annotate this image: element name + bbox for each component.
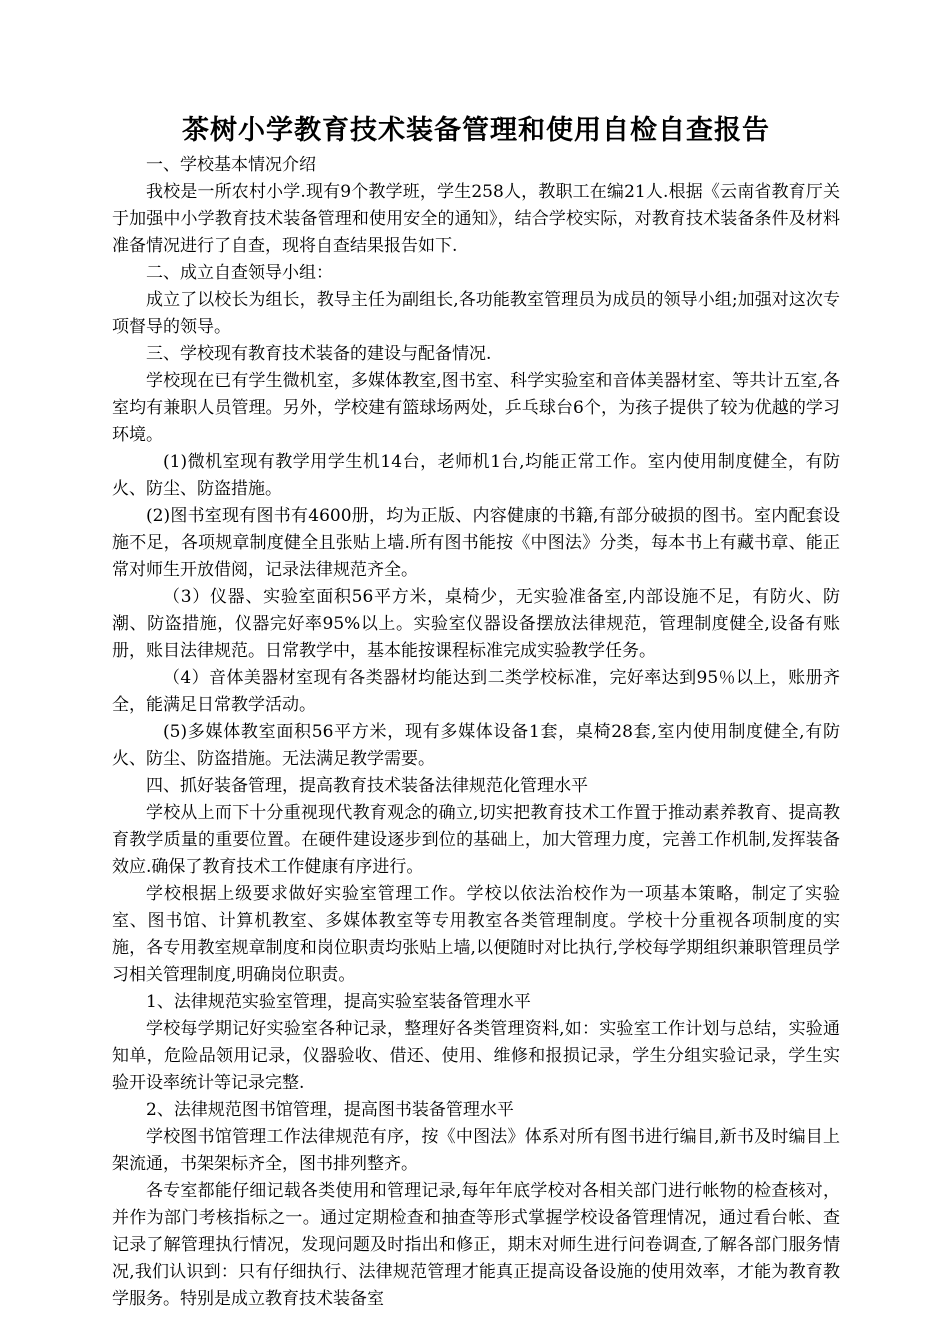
list-item-lab: （3）仪器、实验室面积56平方米，桌椅少，无实验准备室,内部设施不足，有防火、防潮、防盗措施，仪器完好率95%以上。实验室仪器设备摆放法律规范，管理制度健全,设备有账册，账目法律规范。日常教学中，基本能按课程标准完成实验教学任务。 [112, 587, 840, 661]
document-page [112, 112, 840, 1313]
subsection-heading-1: 1、法律规范实验室管理，提高实验室装备管理水平 [146, 992, 531, 1012]
paragraph: 学校根据上级要求做好实验室管理工作。学校以依法治校作为一项基本策略，制定了实验室、图书馆、计算机教室、多媒体教室等专用教室各类管理制度。学校十分重视各项制度的实施，各专用教室规章制度和岗位职责均张贴上墙,以便随时对比执行,学校每学期组织兼职管理员学习相关管理制度,明确岗位职责。 [112, 884, 840, 985]
subsection-heading-2: 2、法律规范图书馆管理，提高图书装备管理水平 [146, 1100, 514, 1120]
list-item-equipment-room: （4）音体美器材室现有各类器材均能达到二类学校标准，完好率达到95％以上，账册齐全，能满足日常教学活动。 [112, 668, 840, 715]
list-item-library: (2)图书室现有图书有4600册，均为正版、内容健康的书籍,有部分破损的图书。室内配套设施不足，各项规章制度健全且张贴上墙.所有图书能按《中图法》分类，每本书上有藏书章、能正常对师生开放借阅，记录法律规范齐全。 [112, 506, 840, 580]
section-heading-2: 二、成立自查领导小组： [146, 263, 333, 283]
paragraph: 我校是一所农村小学.现有9个教学班，学生258人，教职工在编21人.根据《云南省教育厅关于加强中小学教育技术装备管理和使用安全的通知》，结合学校实际，对教育技术装备条件及材料准备情况进行了自查，现将自查结果报告如下. [112, 182, 840, 256]
document-title: 茶树小学教育技术装备管理和使用自检自查报告 [182, 115, 770, 146]
paragraph: 学校现在已有学生微机室，多媒体教室,图书室、科学实验室和音体美器材室、等共计五室,各室均有兼职人员管理。另外，学校建有篮球场两处，乒乓球台6个，为孩子提供了较为优越的学习环境。 [112, 371, 840, 445]
list-item-multimedia-room: (5)多媒体教室面积56平方米，现有多媒体设备1套，桌椅28套,室内使用制度健全,有防火、防尘、防盗措施。无法满足教学需要。 [112, 722, 840, 769]
paragraph: 成立了以校长为组长，教导主任为副组长,各功能教室管理员为成员的领导小组;加强对这次专项督导的领导。 [112, 290, 840, 337]
paragraph: 各专室都能仔细记载各类使用和管理记录,每年年底学校对各相关部门进行帐物的检查核对，并作为部门考核指标之一。通过定期检查和抽查等形式掌握学校设备管理情况，通过看台帐、查记录了解管理执行情况，发现问题及时指出和修正，期末对师生进行问卷调查,了解各部门服务情况,我们认识到：只有仔细执行、法律规范管理才能真正提高设备设施的使用效率，才能为教育教学服务。特别是成立教育技术装备室 [112, 1181, 840, 1309]
section-heading-3: 三、学校现有教育技术装备的建设与配备情况. [146, 344, 492, 364]
paragraph: 学校每学期记好实验室各种记录，整理好各类管理资料,如：实验室工作计划与总结，实验通知单，危险品领用记录，仪器验收、借还、使用、维修和报损记录，学生分组实验记录，学生实验开设率统计等记录完整. [112, 1019, 840, 1093]
section-heading-4: 四、抓好装备管理，提高教育技术装备法律规范化管理水平 [146, 776, 588, 796]
section-heading-1: 一、学校基本情况介绍 [146, 155, 316, 175]
paragraph: 学校从上而下十分重视现代教育观念的确立,切实把教育技术工作置于推动素养教育、提高教育教学质量的重要位置。在硬件建设逐步到位的基础上，加大管理力度，完善工作机制,发挥装备效应.确保了教育技术工作健康有序进行。 [112, 803, 840, 877]
list-item-computer-room: (1)微机室现有教学用学生机14台，老师机1台,均能正常工作。室内使用制度健全，有防火、防尘、防盗措施。 [112, 452, 840, 499]
paragraph: 学校图书馆管理工作法律规范有序，按《中图法》体系对所有图书进行编目,新书及时编目上架流通，书架架标齐全，图书排列整齐。 [112, 1127, 840, 1174]
